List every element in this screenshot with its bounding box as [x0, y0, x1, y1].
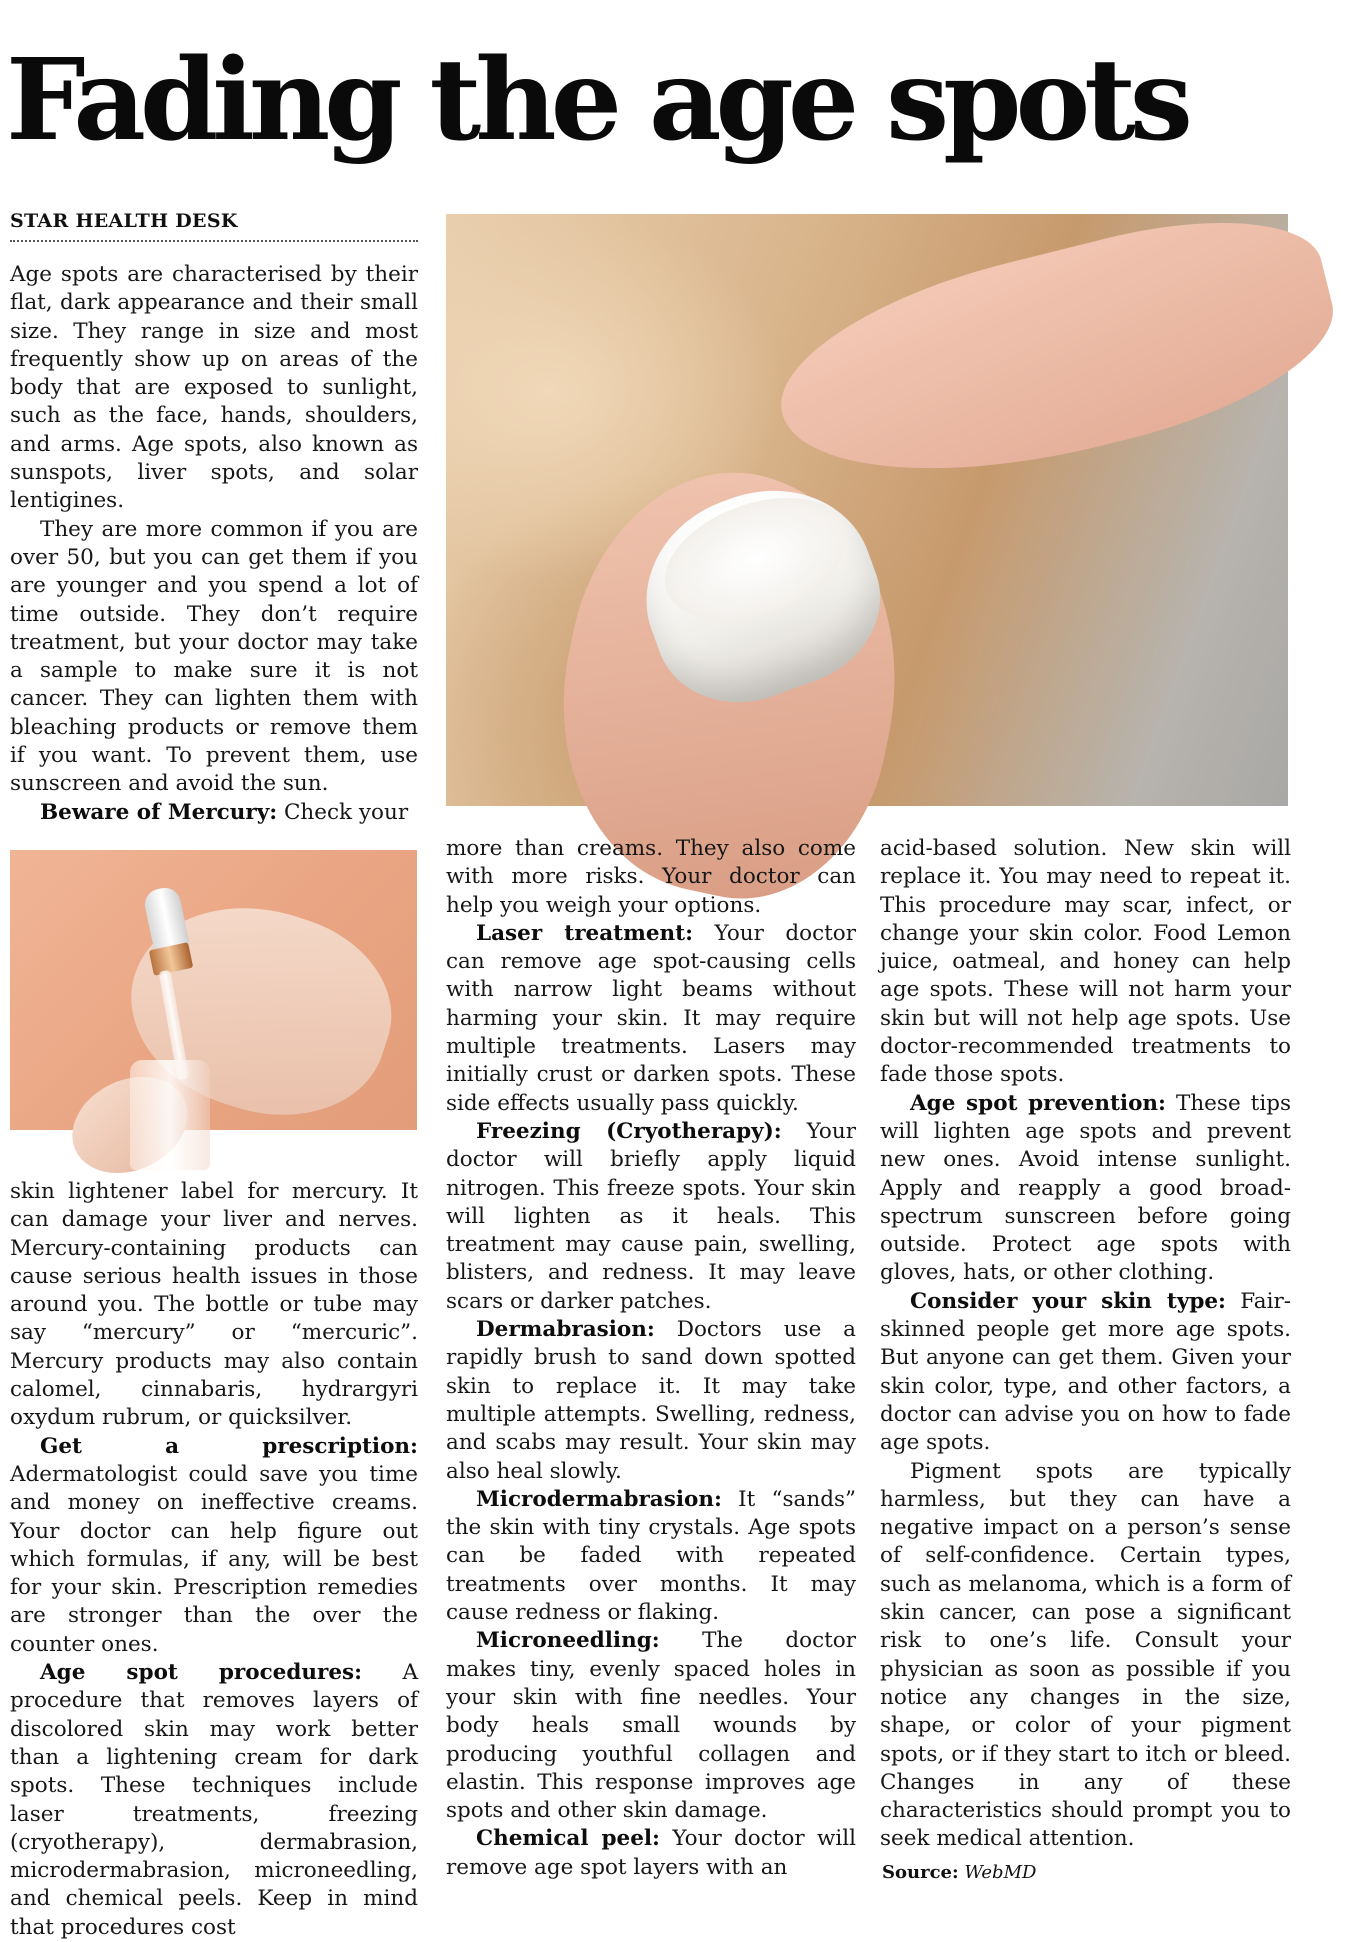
column-2: [446, 835, 856, 1897]
paragraph: [446, 835, 856, 920]
paragraph-text: Your doctor will briefly apply liquid nitrogen. This freeze spots. Your skin will lighten as it heals. This treatment may cause pain, swelling, blisters, and redness. It may leave scars or darker patches.: [446, 1118, 856, 1314]
paragraph: [10, 1659, 418, 1942]
paragraph: [446, 920, 856, 1118]
paragraph: [880, 1288, 1291, 1458]
source-label: Source:: [882, 1862, 959, 1883]
source-credit: [882, 1862, 1036, 1883]
paragraph: [880, 1458, 1291, 1854]
paragraph: [446, 1825, 856, 1882]
paragraph-text: more than creams. They also come with more risks. Your doctor can help you weigh your options.: [446, 836, 856, 918]
paragraph-lead: Microdermabrasion:: [476, 1486, 722, 1512]
paragraph-lead: Laser treatment:: [476, 920, 694, 946]
paragraph: [446, 1486, 856, 1627]
column-1-top: [10, 261, 418, 835]
paragraph-lead: Microneedling:: [476, 1628, 660, 1654]
paragraph: [446, 1118, 856, 1316]
paragraph: [880, 835, 1291, 1090]
column-1-bottom: [10, 1178, 418, 1940]
paragraph: [10, 261, 418, 516]
paragraph-text: acid-based solution. New skin will replace it. You may need to repeat it. This procedure may scar, infect, or change your skin color. Food Lemon juice, oatmeal, and honey can help age spots. These will not harm your skin but will not help age spots. Use doctor-recommended treatments to fade those spots.: [880, 836, 1291, 1088]
paragraph: [10, 799, 418, 827]
paragraph: [880, 1090, 1291, 1288]
cream-jar-photo: [446, 214, 1288, 806]
dropper-photo: [10, 850, 417, 1130]
paragraph-text: Doctors use a rapidly brush to sand down spotted skin to replace it. It may take multiple attempts. Swelling, redness, and scabs may result. Your skin may also heal slowly.: [446, 1317, 856, 1484]
paragraph: [446, 1316, 856, 1486]
paragraph-text: skin lightener label for mercury. It can damage your liver and nerves. Mercury-containing products can cause serious health issues in those around you. The bottle or tube may say “mercury” or “mercuric”. Mercury products may also contain calomel, cinnabaris, hydrargyri oxydum rubrum, or quicksilver.: [10, 1179, 418, 1431]
paragraph-text: Adermatologist could save you time and money on ineffective creams. Your doctor can help figure out which formulas, if any, will be best for your skin. Prescription remedies are stronger than the over the counter ones.: [10, 1461, 418, 1657]
source-name: WebMD: [964, 1862, 1037, 1883]
byline: STAR HEALTH DESK: [10, 210, 418, 242]
paragraph-text: The doctor makes tiny, evenly spaced holes in your skin with fine needles. Your body heals small wounds by producing youthful collagen and elastin. This response improves age spots and other skin damage.: [446, 1628, 856, 1824]
headline: Fading the age spots: [6, 35, 1187, 166]
paragraph-text: Age spots are characterised by their flat, dark appearance and their small size. They range in size and most frequently show up on areas of the body that are exposed to sunlight, such as the face, hands, shoulders, and arms. Age spots, also known as sunspots, liver spots, and solar lentigines.: [10, 262, 418, 514]
paragraph: [10, 516, 418, 799]
paragraph-lead: Beware of Mercury:: [40, 799, 278, 825]
paragraph-lead: Get a prescription:: [40, 1433, 418, 1459]
glass-bottle-icon: [130, 1060, 210, 1170]
paragraph-lead: Freezing (Cryotherapy):: [476, 1118, 782, 1144]
paragraph-lead: Chemical peel:: [476, 1826, 660, 1852]
upper-hand: [760, 189, 1352, 519]
column-3: [880, 835, 1291, 1865]
paragraph-lead: Age spot prevention:: [910, 1090, 1166, 1116]
paragraph-text: They are more common if you are over 50, but you can get them if you are younger and you spend a lot of time outside. They don’t require treatment, but your doctor may take a sample to make sure it is not cancer. They can lighten them with bleaching products or remove them if you want. To prevent them, use sunscreen and avoid the sun.: [10, 516, 418, 797]
paragraph-lead: Consider your skin type:: [910, 1288, 1226, 1314]
paragraph-text: Your doctor can remove age spot-causing cells with narrow light beams without harming your skin. It may require multiple treatments. Lasers may initially crust or darken spots. These side effects usually pass quickly.: [446, 920, 856, 1116]
paragraph: [446, 1627, 856, 1825]
paragraph-lead: Dermabrasion:: [476, 1317, 655, 1343]
paragraph: [10, 1433, 418, 1659]
paragraph-lead: Age spot procedures:: [40, 1660, 363, 1686]
paragraph-text: A procedure that removes layers of discolored skin may work better than a lightening cream for dark spots. These techniques include laser treatments, freezing (cryotherapy), dermabrasion, microdermabrasion, microneedling, and chemical peels. Keep in mind that procedures cost: [10, 1660, 418, 1940]
paragraph-text: Check your: [283, 799, 409, 825]
paragraph: [10, 1178, 418, 1433]
paragraph-text: Your doctor will remove age spot layers with an: [446, 1826, 856, 1880]
paragraph-text: Pigment spots are typically harmless, but they can have a negative impact on a person’s sense of self-confidence. Certain types, such as melanoma, which is a form of skin cancer, can pose a significant risk to one’s life. Consult your physician as soon as possible if you notice any changes in the size, shape, or color of your pigment spots, or if they start to itch or bleed. Changes in any of these characteristics should prompt you to seek medical attention.: [880, 1458, 1291, 1852]
paragraph-text: These tips will lighten age spots and prevent new ones. Avoid intense sunlight. Apply and reapply a good broad-spectrum sunscreen before going outside. Protect age spots with gloves, hats, or other clothing.: [880, 1090, 1291, 1286]
paragraph-text: Fair-skinned people get more age spots. But anyone can get them. Given your skin color, type, and other factors, a doctor can advise you on how to fade age spots.: [880, 1288, 1291, 1456]
paragraph-text: It “sands” the skin with tiny crystals. Age spots can be faded with repeated treatments over months. It may cause redness or flaking.: [446, 1486, 856, 1626]
